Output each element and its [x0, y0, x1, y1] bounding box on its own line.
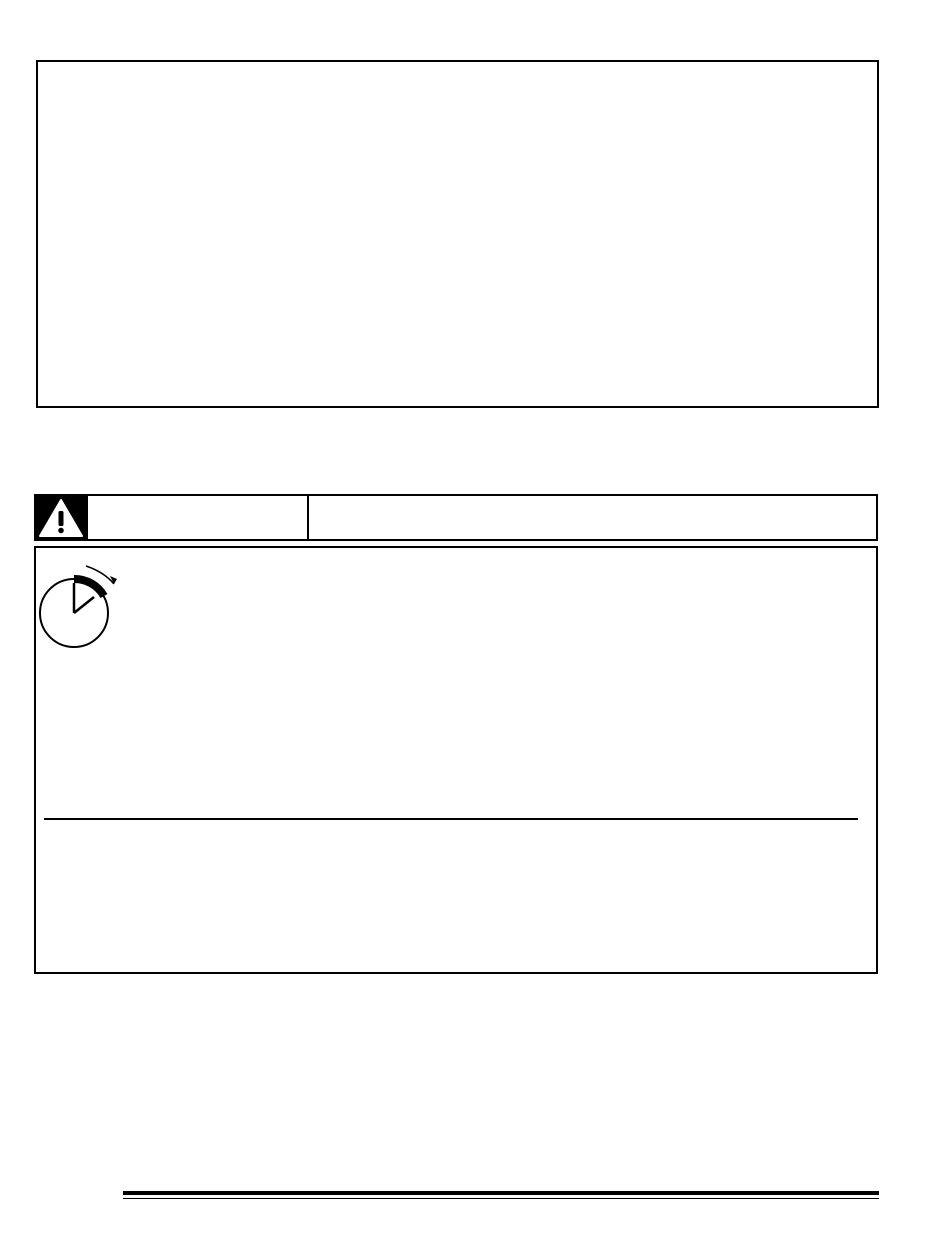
duty-cycle-header: [34, 494, 878, 541]
stopwatch-icon: [38, 556, 128, 648]
duty-cycle-icon-row: [0, 840, 950, 940]
warning-triangle-icon: [38, 497, 84, 539]
dc-volt-amp-chart: [518, 136, 848, 366]
stopwatch-duty-sector: [74, 579, 104, 596]
ac-volt-amp-chart: [88, 131, 426, 363]
footer-rule-thin: [123, 1198, 879, 1199]
header-divider: [307, 494, 309, 541]
duty-cycle-chart: [459, 556, 859, 780]
footer-rule: [123, 1191, 879, 1195]
duty-panel-divider: [44, 818, 858, 820]
